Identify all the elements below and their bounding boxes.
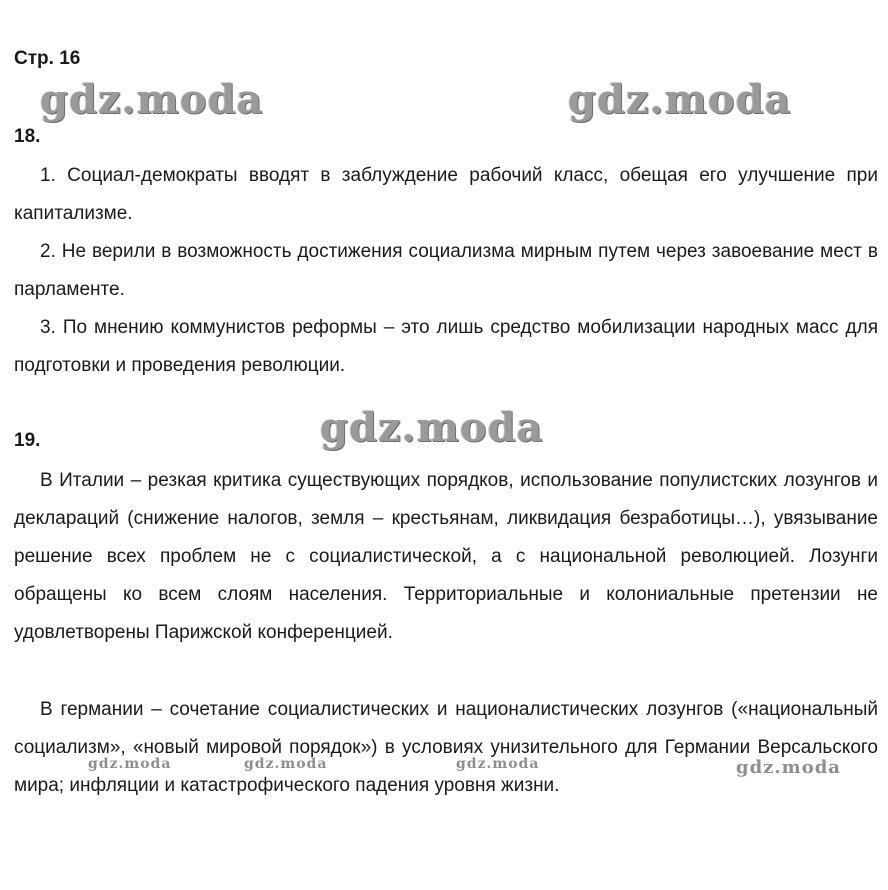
answer-item-2: 2. Не верили в возможность достижения социализма мирным путем через завоевание мест в парламенте. [14,241,878,300]
watermark-logo: gdz.moda [456,756,540,772]
task-number-19: 19. [14,430,41,451]
answer-item-1: 1. Социал-демократы вводят в заблуждение рабочий класс, обещая его улучшение при капитализме. [14,165,878,224]
watermark-logo: gdz.moda [244,756,328,772]
watermark-logo: gdz.moda [320,404,544,451]
answer-item-3: 3. По мнению коммунистов реформы – это лишь средство мобилизации народных масс для подготовки и проведения революции. [14,317,878,376]
watermark-logo: gdz.moda [568,76,792,123]
answer-paragraph-italy: В Италии – резкая критика существующих порядков, использование популистских лозунгов и деклараций (снижение налогов, земля – крестьянам, ликвидация безработицы…), увязывание решение всех проблем не с социалистической, а с национальной революцией. Лозунги обращены ко всем слоям населения. Территориальные и колониальные претензии не удовлетворены Парижской конференцией. [14,470,878,643]
watermark-logo: gdz.moda [736,757,841,778]
task-number-18: 18. [14,126,41,147]
watermark-logo: gdz.moda [40,76,264,123]
page-reference: Стр. 16 [14,48,81,69]
answer-paragraph-germany: В германии – сочетание социалистических и националистических лозунгов («национальный социализм», «новый мировой порядок») в условиях унизительного для Германии Версальского мира; инфляции и катастрофического падения уровня жизни. [14,699,878,796]
watermark-logo: gdz.moda [88,756,172,772]
